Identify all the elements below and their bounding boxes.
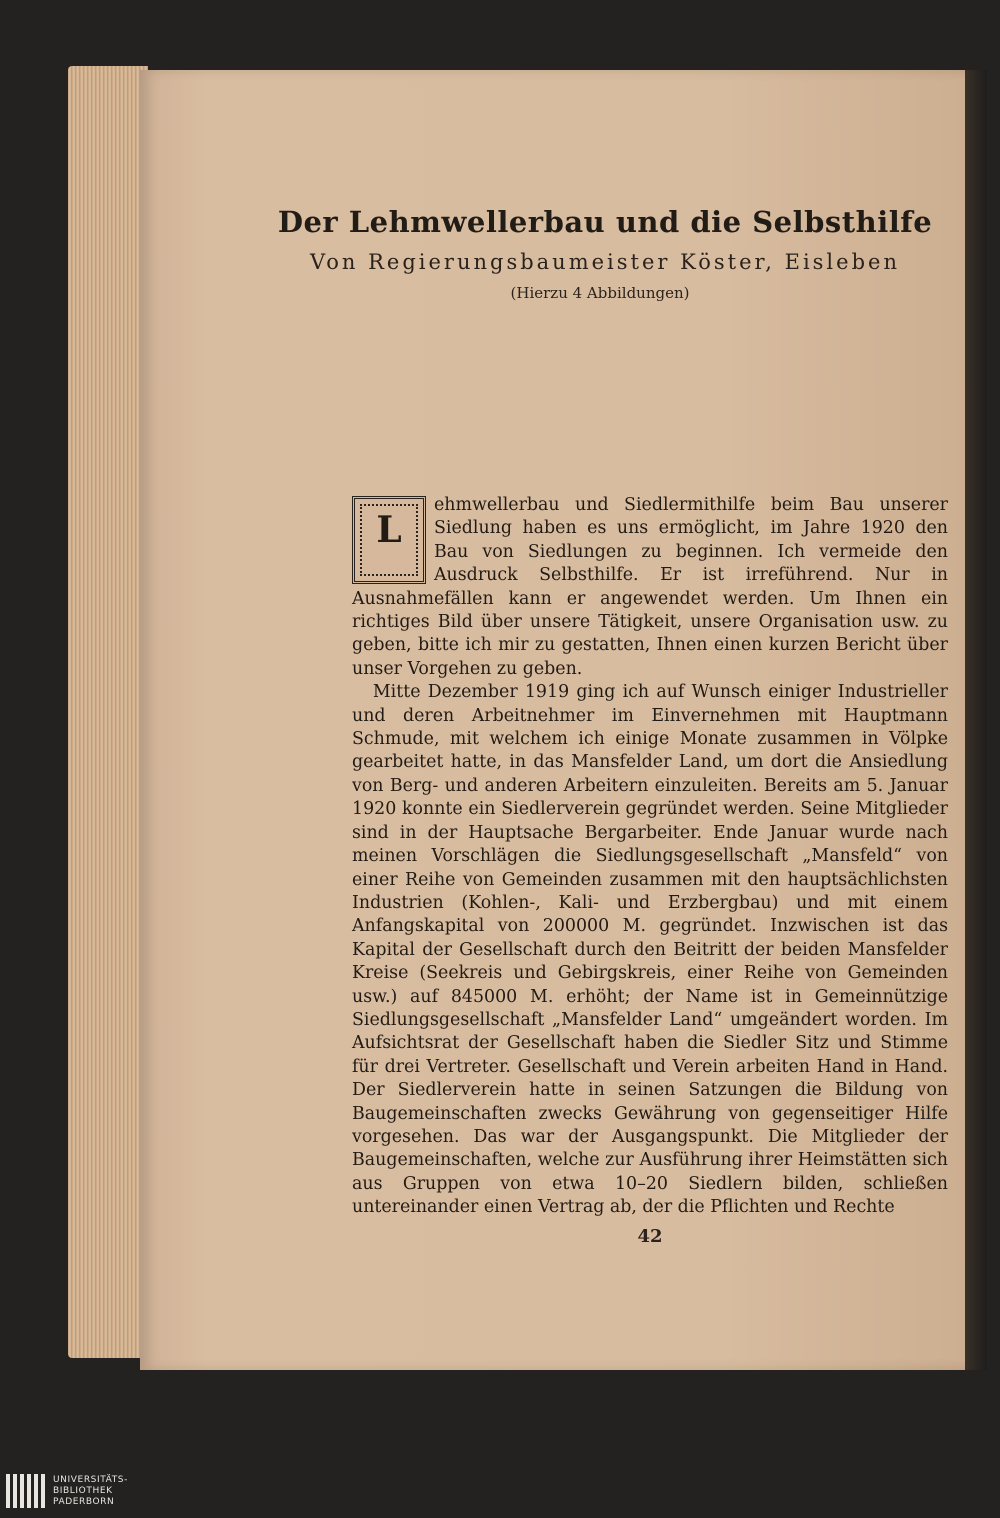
book-page-stack [68, 66, 148, 1358]
barcode-icon [6, 1474, 45, 1508]
article-author: Von Regierungsbaumeister Köster, Eisleben [310, 250, 900, 274]
library-name-line: BIBLIOTHEK [53, 1485, 113, 1496]
illustration-note: (Hierzu 4 Abbildungen) [510, 284, 690, 302]
paragraph [352, 494, 948, 681]
library-name-line: UNIVERSITÄTS- [53, 1474, 128, 1485]
library-logo [6, 1470, 128, 1512]
paragraph-text: ehmwellerbau und Siedlermithilfe beim Bau unserer Siedlung haben es uns ermöglicht, im Jahre 1920 den Bau von Siedlungen zu beginnen. Ich vermeide den Ausdruck Selbsthilfe. Er ist irreführend. Nur in Ausnahmefällen kann er angewendet werden. Um Ihnen ein richtiges Bild über unsere Tätigkeit, unsere Organisation usw. zu geben, bitte ich mir zu gestatten, Ihnen einen kurzen Bericht über unser Vorgehen zu geben. [352, 495, 948, 679]
article-title: Der Lehmwellerbau und die Selbsthilfe [277, 205, 933, 239]
decorated-initial [352, 496, 426, 584]
initial-letter: L [376, 509, 402, 551]
article-body [352, 494, 948, 1220]
library-name-line: PADERBORN [53, 1496, 115, 1507]
paragraph: Mitte Dezember 1919 ging ich auf Wunsch einiger Industrieller und deren Arbeitnehmer im Einvernehmen mit Hauptmann Schmude, mit welchem ich einige Monate zusammen in Völpke gearbeitet hatte, in das Mansfelder Land, um dort die Ansiedlung von Berg- und anderen Arbeitern einzuleiten. Bereits am 5. Januar 1920 konnte ein Siedlerverein gegründet werden. Seine Mitglieder sind in der Hauptsache Bergarbeiter. Ende Januar wurde nach meinen Vorschlägen die Siedlungsgesellschaft „Mansfeld“ von einer Reihe von Gemeinden zusammen mit den hauptsächlichsten Industrien (Kohlen-, Kali- und Erzbergbau) und mit einem Anfangskapital von 200000 M. gegründet. Inzwischen ist das Kapital der Gesellschaft durch den Beitritt der beiden Mansfelder Kreise (Seekreis und Gebirgskreis, einer Reihe von Gemeinden usw.) auf 845000 M. erhöht; der Name ist in Gemeinnützige Siedlungsgesellschaft „Mansfelder Land“ umgeändert worden. Im Aufsichtsrat der Gesellschaft haben die Siedler Sitz und Stimme für drei Vertreter. Gesellschaft und Verein arbeiten Hand in Hand. Der Siedlerverein hatte in seinen Satzungen die Bildung von Baugemeinschaften zwecks Gewährung von gegenseitiger Hilfe vorgesehen. Das war der Ausgangspunkt. Die Mitglieder der Baugemeinschaften, welche zur Ausführung ihrer Heimstätten sich aus Gruppen von etwa 10–20 Siedlern bilden, schließen untereinander einen Vertrag ab, der die Pflichten und Rechte [352, 682, 948, 1218]
facing-page-edge [965, 70, 987, 1370]
library-name [53, 1475, 128, 1508]
page-number: 42 [637, 1226, 663, 1247]
